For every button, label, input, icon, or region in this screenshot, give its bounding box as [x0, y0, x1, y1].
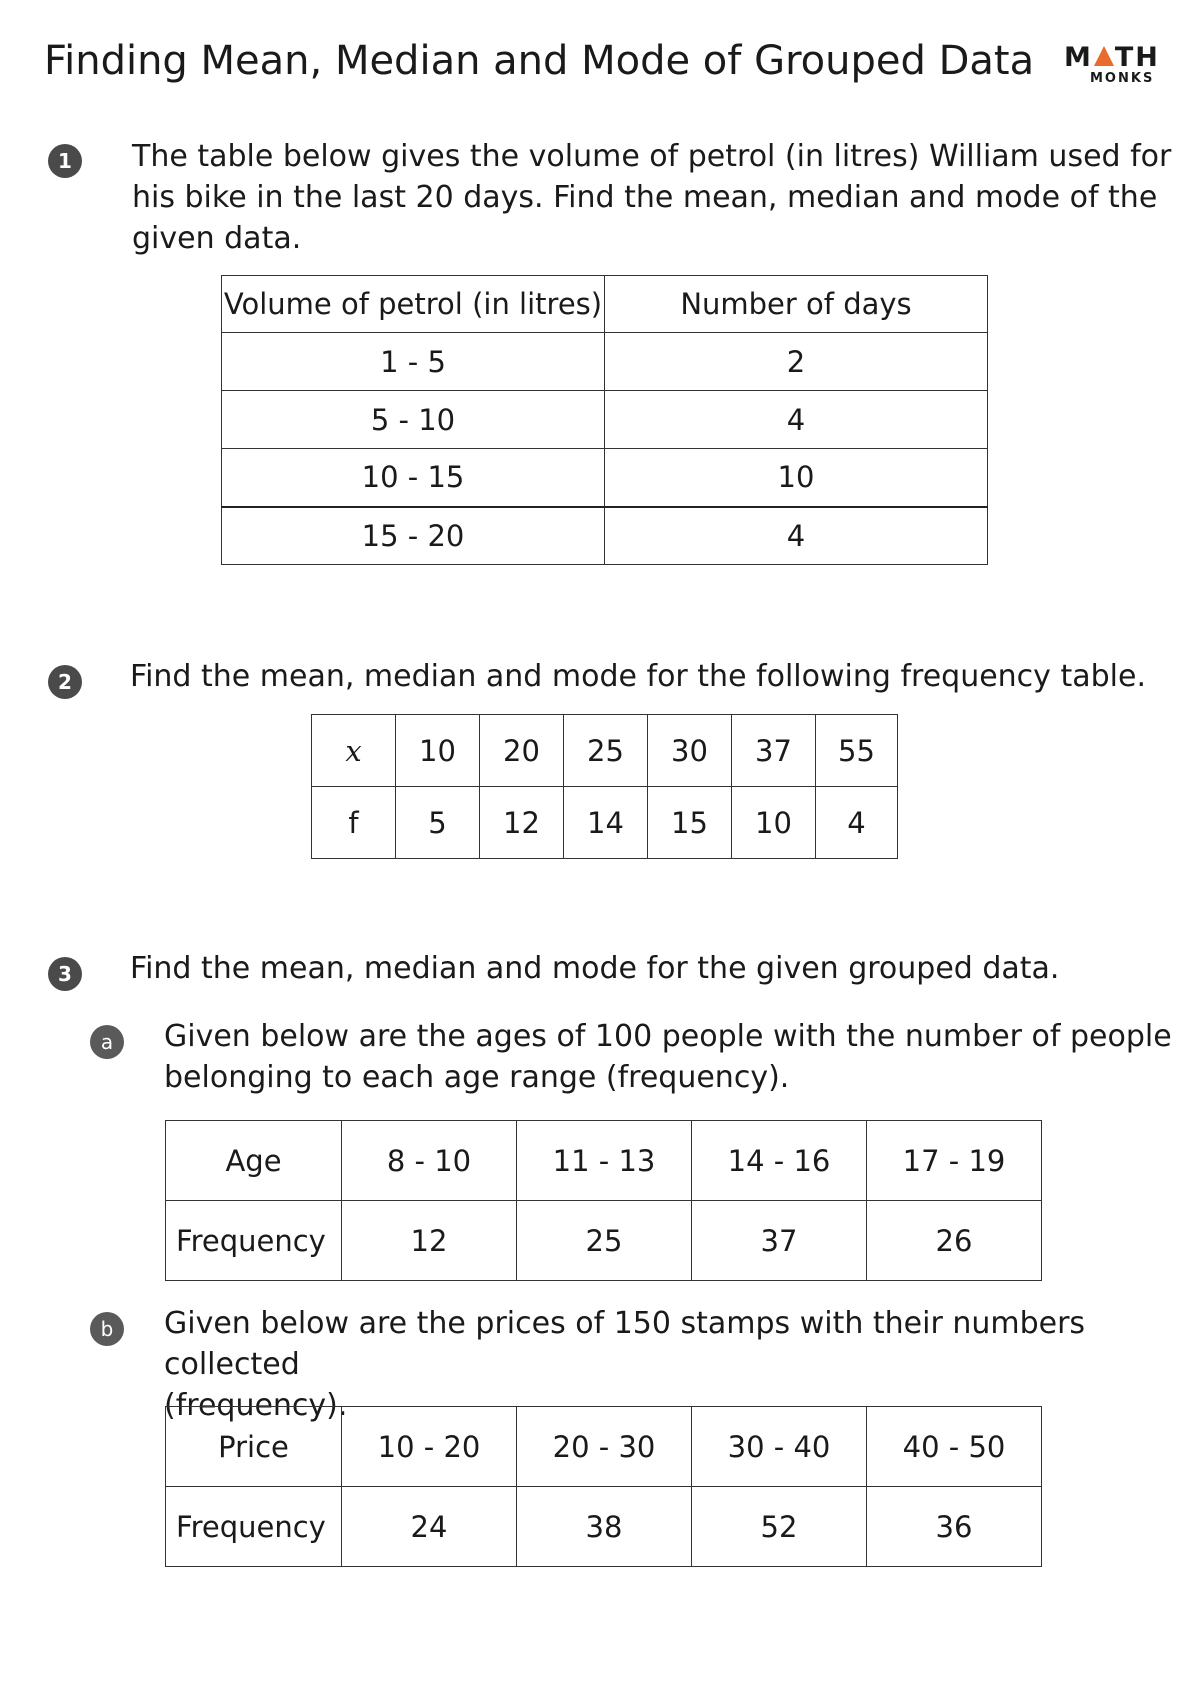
table-cell: 10 [605, 449, 988, 507]
table-cell: 14 [564, 787, 648, 859]
table-row [222, 391, 988, 449]
table-row [166, 1121, 1042, 1201]
table-cell: 25 [564, 715, 648, 787]
question-2-text: Find the mean, median and mode for the following frequency table. [130, 659, 1146, 694]
logo-wordmark: M TH [1064, 42, 1160, 73]
table-cell: x [312, 715, 396, 787]
table-cell: 12 [342, 1201, 517, 1281]
table-cell: 30 - 40 [692, 1407, 867, 1487]
table-row [222, 449, 988, 507]
math-monks-logo [1064, 44, 1164, 94]
table-row [222, 507, 988, 565]
frequency-table [311, 714, 898, 859]
table-cell: 26 [867, 1201, 1042, 1281]
table-row [166, 1201, 1042, 1281]
question-3-text: Find the mean, median and mode for the given grouped data. [130, 951, 1060, 986]
table-row-f [312, 787, 898, 859]
question-3a-text: Given below are the ages of 100 people with the number of people belonging to each age range (frequency). [164, 1019, 1172, 1095]
table-cell: Frequency [166, 1201, 342, 1281]
table-cell: 14 - 16 [692, 1121, 867, 1201]
table-cell: 10 - 20 [342, 1407, 517, 1487]
table-cell: 12 [480, 787, 564, 859]
logo-subtext: MONKS [1090, 71, 1155, 86]
logo-triangle-icon [1094, 46, 1114, 66]
question-3b-text: Given below are the prices of 150 stamps with their numbers collected (frequency). [164, 1306, 1086, 1423]
table-cell: 8 - 10 [342, 1121, 517, 1201]
stamp-price-frequency-table [165, 1406, 1042, 1567]
table-header-cell: Number of days [605, 276, 988, 333]
table-cell: 5 [396, 787, 480, 859]
table-row-x [312, 715, 898, 787]
table-cell: 30 [648, 715, 732, 787]
question-3a-badge: a [90, 1025, 124, 1059]
table-cell: 11 - 13 [517, 1121, 692, 1201]
table-cell: 20 [480, 715, 564, 787]
table-cell: 15 - 20 [222, 507, 605, 565]
table-cell: 36 [867, 1487, 1042, 1567]
table-cell: Age [166, 1121, 342, 1201]
table-cell: 40 - 50 [867, 1407, 1042, 1487]
question-2-badge: 2 [48, 665, 82, 699]
table-cell: 4 [605, 507, 988, 565]
table-cell: 2 [605, 333, 988, 391]
table-row [222, 333, 988, 391]
question-3-badge: 3 [48, 957, 82, 991]
age-frequency-table [165, 1120, 1042, 1281]
table-row [166, 1407, 1042, 1487]
table-cell: 20 - 30 [517, 1407, 692, 1487]
table-cell: 55 [816, 715, 898, 787]
table-cell: 37 [732, 715, 816, 787]
table-cell: Frequency [166, 1487, 342, 1567]
table-cell: 38 [517, 1487, 692, 1567]
table-cell: 1 - 5 [222, 333, 605, 391]
table-cell: f [312, 787, 396, 859]
table-cell: 25 [517, 1201, 692, 1281]
table-cell: 37 [692, 1201, 867, 1281]
table-header-row [222, 276, 988, 333]
table-cell: 24 [342, 1487, 517, 1567]
table-cell: 15 [648, 787, 732, 859]
page-title: Finding Mean, Median and Mode of Grouped Data [44, 38, 1035, 84]
table-cell: 10 [732, 787, 816, 859]
petrol-volume-table [221, 275, 988, 565]
table-cell: Price [166, 1407, 342, 1487]
question-1-badge: 1 [48, 144, 82, 178]
question-1-text: The table below gives the volume of petrol (in litres) William used for his bike in the last 20 days. Find the mean, median and mode of the given data. [132, 139, 1172, 256]
table-cell: 17 - 19 [867, 1121, 1042, 1201]
table-cell: 4 [605, 391, 988, 449]
table-cell: 10 - 15 [222, 449, 605, 507]
table-cell: 5 - 10 [222, 391, 605, 449]
table-cell: 4 [816, 787, 898, 859]
question-3b-badge: b [90, 1312, 124, 1346]
table-row [166, 1487, 1042, 1567]
table-header-cell: Volume of petrol (in litres) [222, 276, 605, 333]
table-cell: 52 [692, 1487, 867, 1567]
table-cell: 10 [396, 715, 480, 787]
